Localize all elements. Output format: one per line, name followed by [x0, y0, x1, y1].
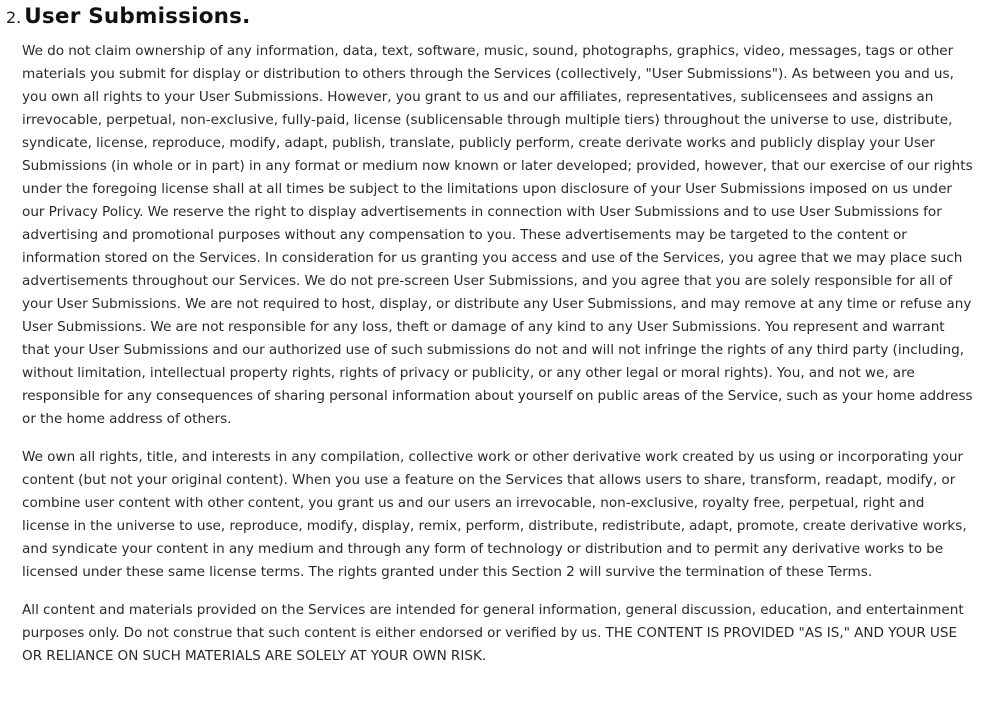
section-body [0, 40, 975, 668]
section-heading [6, 2, 1000, 32]
paragraph-content-disclaimer: All content and materials provided on the Services are intended for general information, general discussion, education, and entertainment purposes only. Do not construe that such content is either endorsed or verified by us. THE CONTENT IS PROVIDED "AS IS," AND YOUR USE OR RELIANCE ON SUCH MATERIALS ARE SOLELY AT YOUR OWN RISK. [22, 602, 964, 664]
section-title: User Submissions. [24, 4, 251, 29]
paragraph-user-submissions-license: We do not claim ownership of any information, data, text, software, music, sound, photographs, graphics, video, messages, tags or other materials you submit for display or distribution to others through the Services (collectively, "User Submissions"). As between you and us, you own all rights to your User Submissions. However, you grant to us and our affiliates, representatives, sublicensees and assigns an irrevocable, perpetual, non-exclusive, fully-paid, license (sublicensable through multiple tiers) throughout the universe to use, distribute, syndicate, license, reproduce, modify, adapt, publish, translate, publicly perform, create derivate works and publicly display your User Submissions (in whole or in part) in any format or medium now known or later developed; provided, however, that our exercise of our rights under the foregoing license shall at all times be subject to the limitations upon disclosure of your User Submissions imposed on us under our Privacy Policy. We reserve the right to display advertisements in connection with User Submissions and to use User Submissions for advertising and promotional purposes without any compensation to you. These advertisements may be targeted to the content or information stored on the Services. In consideration for us granting you access and use of the Services, you agree that we may place such advertisements throughout our Services. We do not pre-screen User Submissions, and you agree that you are solely responsible for all of your User Submissions. We are not required to host, display, or distribute any User Submissions, and may remove at any time or refuse any User Submissions. We are not responsible for any loss, theft or damage of any kind to any User Submissions. You represent and warrant that your User Submissions and our authorized use of such submissions do not and will not infringe the rights of any third party (including, without limitation, intellectual property rights, rights of privacy or publicity, or any other legal or moral rights). You, and not we, are responsible for any consequences of sharing personal information about yourself on public areas of the Service, such as your home address or the home address of others. [22, 43, 973, 427]
paragraph-derivative-works: We own all rights, title, and interests in any compilation, collective work or other derivative work created by us using or incorporating your content (but not your original content). When you use a feature on the Services that allows users to share, transform, readapt, modify, or combine user content with other content, you grant us and our users an irrevocable, non-exclusive, royalty free, perpetual, right and license in the universe to use, reproduce, modify, display, remix, perform, distribute, redistribute, adapt, promote, create derivative works, and syndicate your content in any medium and through any form of technology or distribution and to permit any derivative works to be licensed under these same license terms. The rights granted under this Section 2 will survive the termination of these Terms. [22, 449, 967, 580]
section-number: 2. [6, 8, 22, 27]
